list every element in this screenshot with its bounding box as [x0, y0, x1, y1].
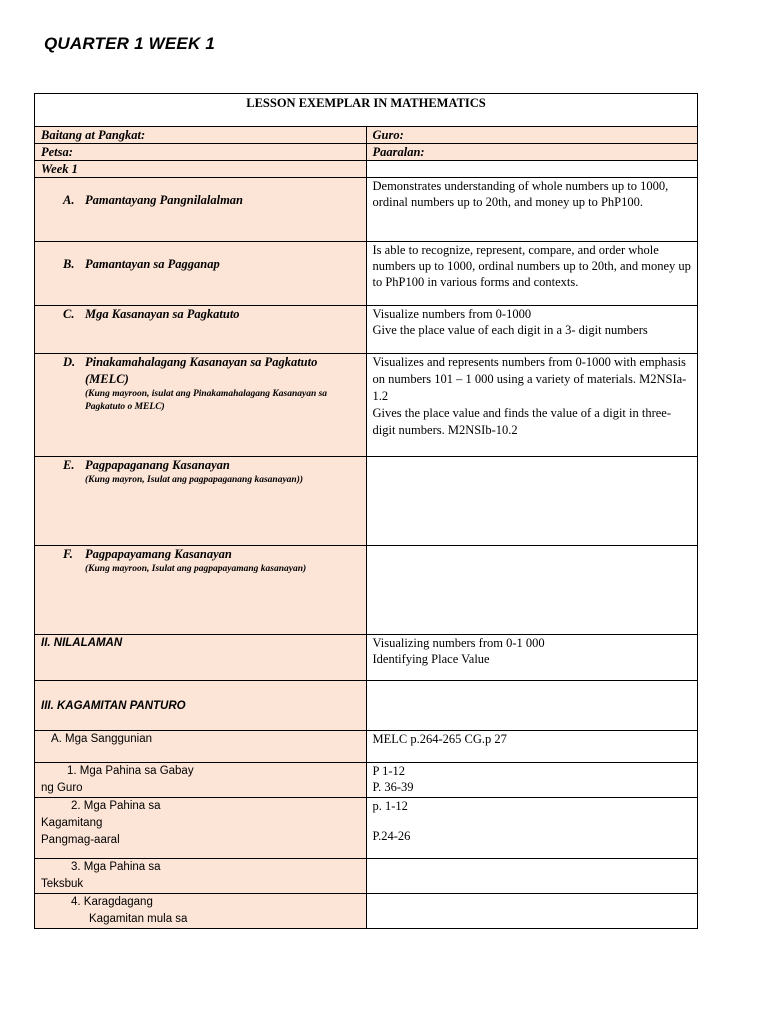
section-c-label: [35, 306, 367, 354]
label-line: 4. Karagdagang: [71, 896, 153, 908]
label-line: Kagamitan mula sa: [89, 913, 188, 925]
kagamitang-label: [35, 798, 367, 859]
section-a-label: [35, 178, 367, 242]
content-line: Visualize numbers from 0-1000: [372, 307, 532, 321]
section-title: Pamantayang Pangnilalalman: [85, 193, 244, 207]
section-title: Pinakamahalagang Kasanayan sa Pagkatuto (MELC): [85, 355, 318, 386]
content-line: P.24-26: [372, 829, 411, 843]
content-line: p. 1-12: [372, 799, 408, 813]
label-line: Pangmag-aaral: [41, 834, 120, 846]
content-line: Is able to recognize, represent, compare, and order whole numbers up to 1000, ordinal numbers up to 20th, and money up to PhP100 in various forms and contexts.: [372, 243, 691, 289]
content-line: Visualizes and represents numbers from 0-1000 with emphasis on numbers 101 – 1 000 using a variety of materials. M2NSIa-1.2: [372, 355, 687, 403]
week-value-cell: [366, 161, 698, 178]
paaralan-label: Paaralan:: [366, 144, 698, 161]
label-line: ng Guro: [41, 782, 83, 794]
guro-label: Guro:: [366, 127, 698, 144]
section-f-content: [366, 546, 698, 635]
section-d-label: [35, 354, 367, 457]
baitang-label: Baitang at Pangkat:: [35, 127, 367, 144]
nilalaman-label: II. NILALAMAN: [35, 635, 367, 681]
content-line: Demonstrates understanding of whole numbers up to 1000, ordinal numbers up to 20th, and money up to PhP100.: [372, 179, 669, 209]
lesson-exemplar-table: [34, 93, 698, 929]
section-e-content: [366, 457, 698, 546]
section-title: Pagpapaganang Kasanayan: [85, 458, 230, 472]
label-line: Teksbuk: [41, 878, 84, 890]
content-line: P. 36-39: [372, 780, 414, 794]
label-line: 2. Mga Pahina sa: [71, 800, 161, 812]
label-line: Kagamitang: [41, 817, 103, 829]
label-line: 3. Mga Pahina sa: [71, 861, 161, 873]
teksbuk-label: [35, 859, 367, 894]
section-b-label: [35, 242, 367, 306]
nilalaman-content: [366, 635, 698, 681]
kagamitan-content: [366, 681, 698, 731]
content-line: Gives the place value and finds the value of a digit in three-digit numbers. M2NSIb-10.2: [372, 406, 672, 437]
section-note: (Kung mayroon, Isulat ang pagpapayamang kasanayan): [85, 564, 307, 574]
section-c-content: [366, 306, 698, 354]
gabay-content: [366, 763, 698, 798]
gabay-label: [35, 763, 367, 798]
section-letter: A.: [63, 193, 75, 207]
petsa-label: Petsa:: [35, 144, 367, 161]
section-letter: B.: [63, 257, 75, 271]
section-letter: F.: [63, 547, 73, 561]
section-a-content: [366, 178, 698, 242]
section-b-content: [366, 242, 698, 306]
section-d-content: [366, 354, 698, 457]
week-label: Week 1: [35, 161, 367, 178]
teksbuk-content: [366, 859, 698, 894]
section-letter: E.: [63, 458, 75, 472]
section-letter: D.: [63, 355, 76, 369]
section-note: (Kung mayron, Isulat ang pagpapaganang kasanayan)): [85, 475, 304, 485]
section-title: Pamantayan sa Pagganap: [85, 257, 220, 271]
content-line: Give the place value of each digit in a 3- digit numbers: [372, 323, 648, 337]
section-letter: C.: [63, 307, 75, 321]
section-title: Pagpapayamang Kasanayan: [85, 547, 232, 561]
page-heading: QUARTER 1 WEEK 1: [44, 34, 216, 53]
section-title: Mga Kasanayan sa Pagkatuto: [85, 307, 240, 321]
section-note: (Kung mayroon, isulat ang Pinakamahalagang Kasanayan sa Pagkatuto o MELC): [85, 389, 328, 412]
section-f-label: [35, 546, 367, 635]
karagdagang-label: [35, 894, 367, 929]
section-e-label: [35, 457, 367, 546]
content-line: Visualizing numbers from 0-1 000: [372, 636, 545, 650]
label-line: 1. Mga Pahina sa Gabay: [67, 765, 194, 777]
content-line: P 1-12: [372, 764, 406, 778]
karagdagang-content: [366, 894, 698, 929]
sanggunian-content: MELC p.264-265 CG.p 27: [366, 731, 698, 763]
table-title: LESSON EXEMPLAR IN MATHEMATICS: [35, 94, 698, 127]
sanggunian-label: A. Mga Sanggunian: [35, 731, 367, 763]
kagamitang-content: [366, 798, 698, 859]
kagamitan-label: III. KAGAMITAN PANTURO: [35, 681, 367, 731]
content-line: Identifying Place Value: [372, 652, 490, 666]
